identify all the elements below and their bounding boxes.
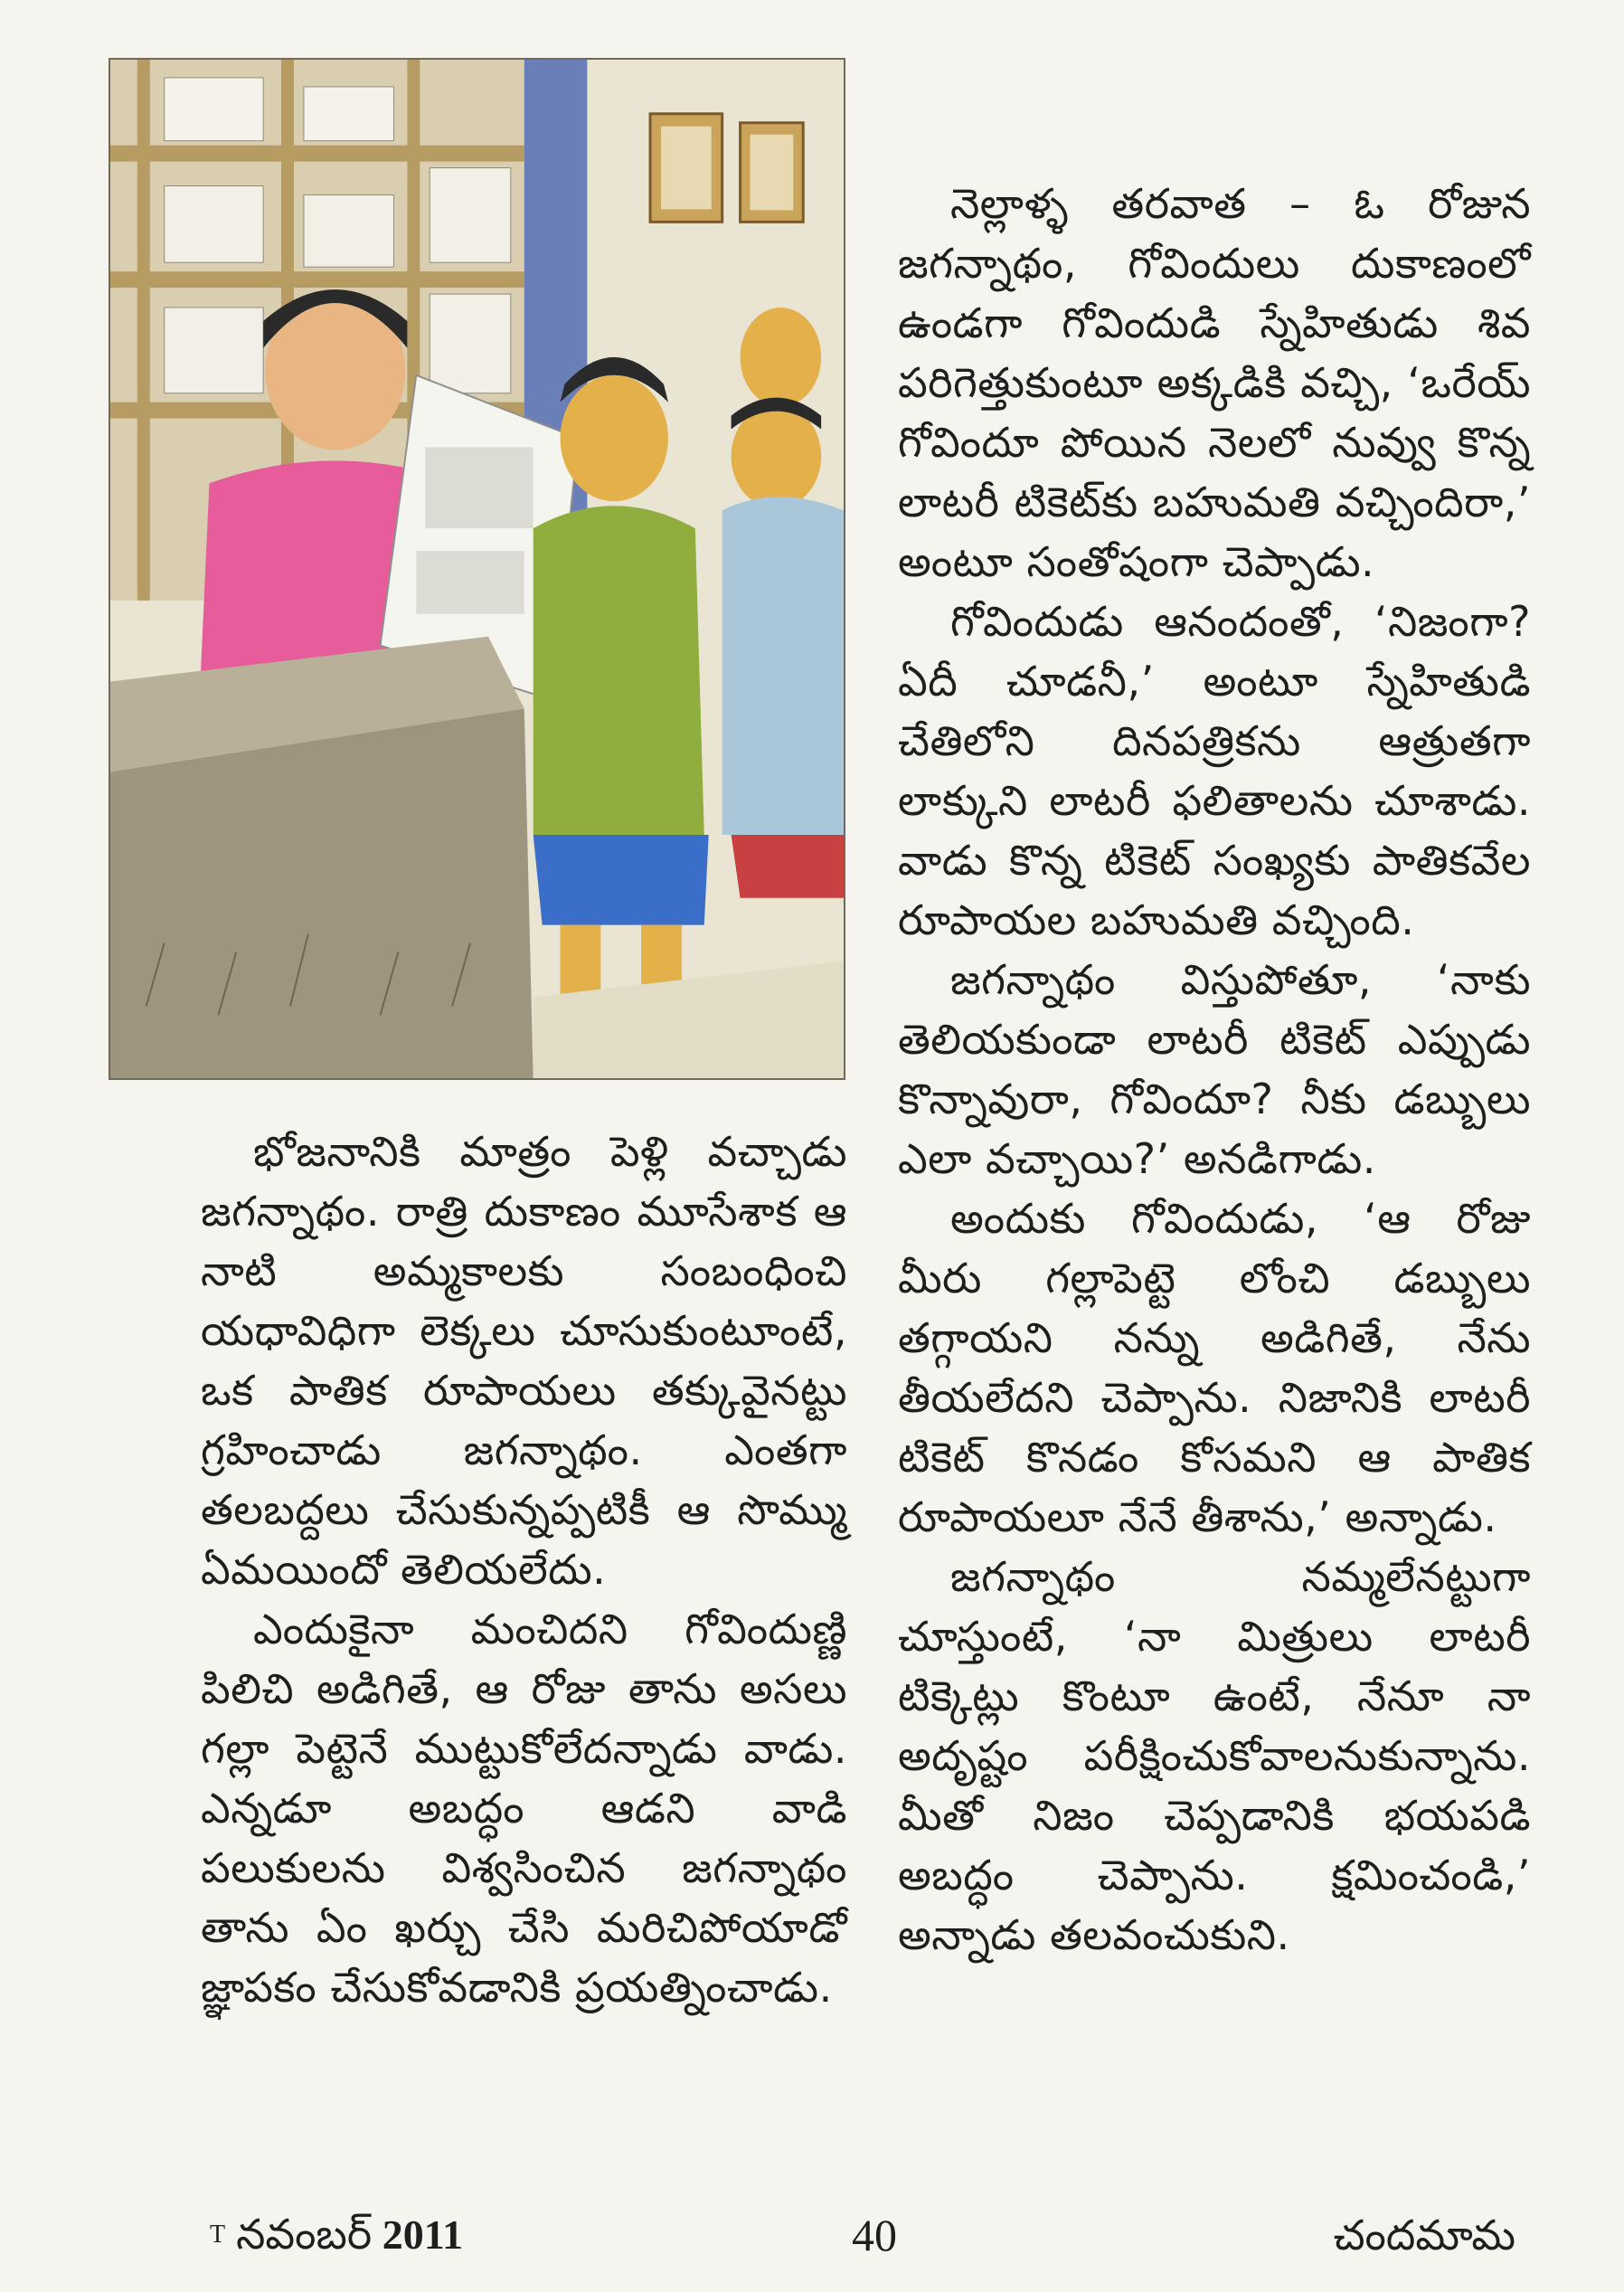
right-text-column <box>898 174 1531 1965</box>
magazine-name: చందమామ <box>1333 2211 1515 2259</box>
paragraph: జగన్నాథం విస్తుపోతూ, ‘నాకు తెలియకుండా లాటరీ టికెట్ ఎప్పుడు కొన్నావురా, గోవిందూ? నీకు డబ్బులు ఎలా వచ్చాయి?’ అనడిగాడు. <box>898 955 1531 1183</box>
paragraph: జగన్నాథం నమ్మలేనట్టుగా చూస్తుంటే, ‘నా మిత్రులు లాటరీ టిక్కెట్లు కొంటూ ఉంటే, నేనూ నా అదృష్టం పరీక్షించుకోవాలనుకున్నాను. మీతో నిజం చెప్పడానికి భయపడి అబద్ధం చెప్పాను. క్షమించండి,’ అన్నాడు తలవంచుకుని. <box>898 1552 1531 1959</box>
story-illustration <box>109 58 845 1080</box>
footer-letter: T <box>210 2221 226 2249</box>
page-footer <box>0 2202 1624 2268</box>
shop-scene-illustration <box>110 60 844 1078</box>
paragraph: అందుకు గోవిందుడు, ‘ఆ రోజు మీరు గల్లాపెట్టె లోంచి డబ్బులు తగ్గాయని నన్ను అడిగితే, నేను తీయలేదని చెప్పాను. నిజానికి లాటరీ టికెట్ కొనడం కోసమని ఆ పాతిక రూపాయలూ నేనే తీశాను,’ అన్నాడు. <box>898 1194 1531 1541</box>
left-text-column <box>201 1122 847 2017</box>
issue-month: నవంబర్ <box>236 2211 373 2258</box>
issue-date <box>210 2202 463 2268</box>
paragraph: ఎందుకైనా మంచిదని గోవిందుణ్ణి పిలిచి అడిగితే, ఆ రోజు తాను అసలు గల్లా పెట్టెనే ముట్టుకోలేదన్నాడు వాడు. ఎన్నడూ అబద్ధం ఆడని వాడి పలుకులను విశ్వసించిన జగన్నాథం తాను ఏం ఖర్చు చేసి మరిచిపోయాడో జ్ఞాపకం చేసుకోవడానికి ప్రయత్నించాడు. <box>201 1605 847 2012</box>
page-number: 40 <box>852 2210 897 2260</box>
paragraph: భోజనానికి మాత్రం పెళ్లి వచ్చాడు జగన్నాథం. రాత్రి దుకాణం మూసేశాక ఆ నాటి అమ్మకాలకు సంబంధించి యధావిధిగా లెక్కలు చూసుకుంటూంటే, ఒక పాతిక రూపాయలు తక్కువైనట్టు గ్రహించాడు జగన్నాథం. ఎంతగా తలబద్దలు చేసుకున్నప్పటికీ ఆ సొమ్ము ఏమయిందో తెలియలేదు. <box>201 1127 847 1594</box>
paragraph: నెల్లాళ్ళ తరవాత – ఓ రోజున జగన్నాథం, గోవిందులు దుకాణంలో ఉండగా గోవిందుడి స్నేహితుడు శివ పరిగెత్తుకుంటూ అక్కడికి వచ్చి, ‘ఒరేయ్ గోవిందూ పోయిన నెలలో నువ్వు కొన్న లాటరీ టికెట్‌కు బహుమతి వచ్చిందిరా,’ అంటూ సంతోషంగా చెప్పాడు. <box>898 179 1531 586</box>
issue-year: 2011 <box>382 2211 464 2258</box>
paragraph: గోవిందుడు ఆనందంతో, ‘నిజంగా? ఏదీ చూడనీ,’ అంటూ స్నేహితుడి చేతిలోని దినపత్రికను ఆత్రుతగా లాక్కుని లాటరీ ఫలితాలను చూశాడు. వాడు కొన్న టికెట్ సంఖ్యకు పాతికవేల రూపాయల బహుమతి వచ్చింది. <box>898 597 1531 944</box>
